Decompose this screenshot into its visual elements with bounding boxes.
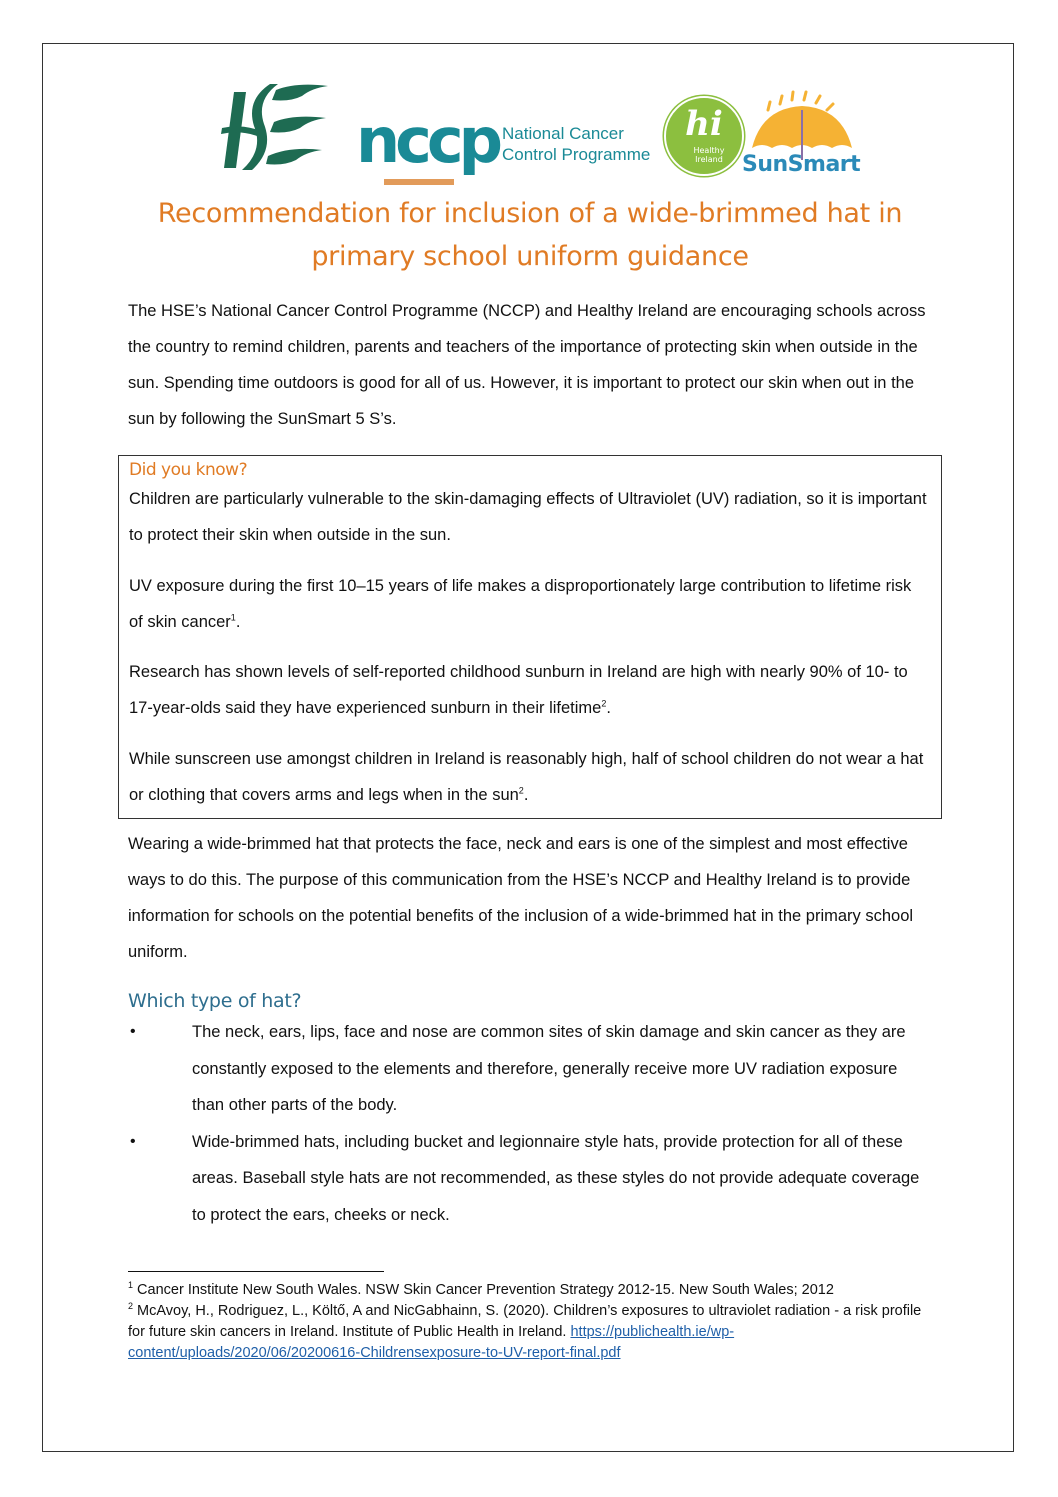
nccp-name-line2: Control Programme: [502, 145, 651, 164]
hi-sub-line1: Healthy: [693, 146, 725, 155]
hi-mark: hi: [685, 104, 723, 144]
footnote-number: 1: [128, 1280, 134, 1291]
list-item: • Wide-brimmed hats, including bucket and legionnaire style hats, provide protection for all of these areas. Baseball style hats are not recommended, as these styles do not provide adequate coverage to protect the ears, cheeks or neck.: [128, 1124, 928, 1234]
bullet-icon: •: [130, 1132, 136, 1150]
umbrella-sun-icon: [732, 90, 862, 160]
fact-item: UV exposure during the first 10–15 years of life makes a disproportionately large contribution to lifetime risk of skin cancer$^1$.: [129, 577, 912, 631]
did-you-know-box: [118, 455, 942, 819]
footnote-ref[interactable]: 2: [601, 698, 607, 709]
fact-item: While sunscreen use amongst children in Ireland is reasonably high, half of school children do not wear a hat or clothing that covers arms and legs when in the sun$^2$.: [129, 750, 924, 804]
nccp-name-line1: National Cancer: [502, 124, 624, 143]
title-line1: Recommendation for inclusion of a wide-brimmed hat in: [157, 198, 903, 229]
footnote-1: $^1$ Cancer Institute New South Wales. NSW Skin Cancer Prevention Strategy 2012-15. New South Wales; 2012: [128, 1280, 834, 1298]
footnote-ref[interactable]: 1: [230, 612, 236, 623]
did-you-know-heading: Did you know?: [129, 460, 248, 480]
intro-paragraph: The HSE’s National Cancer Control Programme (NCCP) and Healthy Ireland are encouraging schools across the country to remind children, parents and teachers of the importance of protecting skin when outside in the sun. Spending time outdoors is good for all of us. However, it is important to protect our skin when out in the sun by following the SunSmart 5 S’s.: [128, 302, 926, 428]
sunsmart-logo: [732, 90, 862, 180]
footnote-2: $^2$ McAvoy, H., Rodriguez, L., Költő, A and NicGabhainn, S. (2020). Children’s exposures to ultraviolet radiation - a risk profile for future skin cancers in Ireland. Institute of Public Health in Ireland. https://publichealth.ie/wp-content/uploads/2020/06/20200616-Childrensexposure-to-UV-report-final.pdf: [128, 1301, 922, 1361]
footnotes: [128, 1280, 928, 1364]
hat-type-list: [128, 1014, 928, 1233]
purpose-paragraph: Wearing a wide-brimmed hat that protects the face, neck and ears is one of the simplest and most effective ways to do this. The purpose of this communication from the HSE’s NCCP and Healthy Ireland is to provide information for schools on the potential benefits of the inclusion of a wide-brimmed hat in the primary school uniform.: [128, 835, 914, 961]
bullet-icon: •: [130, 1023, 136, 1040]
nccp-wordmark: nccp: [356, 104, 499, 177]
nccp-full-name: [502, 123, 650, 165]
list-item: • The neck, ears, lips, face and nose are common sites of skin damage and skin cancer as they are constantly exposed to the elements and therefore, generally receive more UV radiation exposure than other parts of the body.: [128, 1014, 928, 1124]
section-heading-hat-type: Which type of hat?: [128, 990, 302, 1012]
hse-logo-icon: [216, 80, 336, 172]
nccp-logo: [350, 104, 500, 193]
report-link[interactable]: https://publichealth.ie/wp-content/uploads/2020/06/20200616-Childrensexposure-to-UV-report-final.pdf: [128, 1324, 735, 1361]
page-title: [110, 192, 950, 278]
footnote-separator: [128, 1271, 384, 1272]
fact-item: Research has shown levels of self-reported childhood sunburn in Ireland are high with nearly 90% of 10- to 17-year-olds said they have experienced sunburn in their lifetime$^2$.: [129, 663, 908, 717]
footnote-ref[interactable]: 2: [518, 785, 524, 796]
sunsmart-wordmark: SunSmart: [742, 152, 861, 177]
hi-sub-line2: Ireland: [695, 155, 723, 164]
logo-header: [212, 78, 862, 188]
nccp-underline-bar: [384, 179, 454, 185]
footnote-number: 2: [128, 1301, 134, 1312]
title-line2: primary school uniform guidance: [311, 241, 749, 272]
fact-item: Children are particularly vulnerable to the skin-damaging effects of Ultraviolet (UV) radiation, so it is important to protect their skin when outside in the sun.: [129, 490, 927, 544]
